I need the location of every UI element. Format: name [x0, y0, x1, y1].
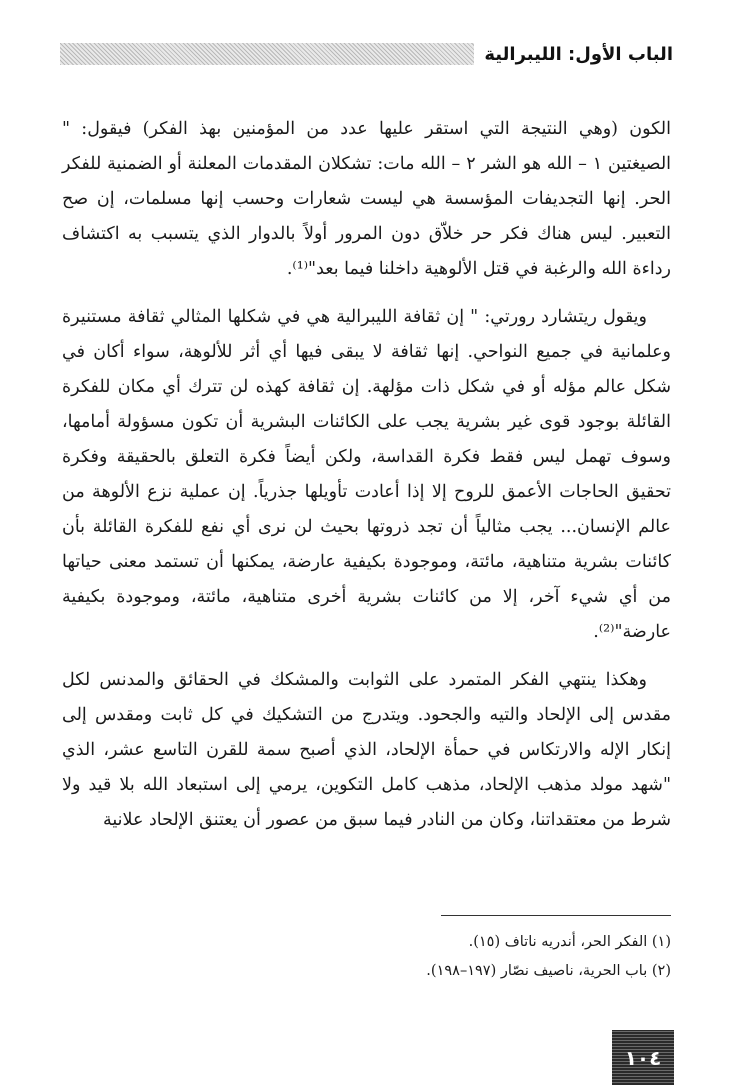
footnote-separator — [441, 915, 671, 916]
header-decorative-band — [60, 43, 474, 65]
footnotes — [62, 928, 671, 986]
main-text — [62, 112, 671, 838]
running-header — [60, 38, 673, 70]
paragraph: الكون (وهي النتيجة التي استقر عليها عدد من المؤمنين بهذ الفكر) فيقول: " الصيغتين ١ – الله هو الشر ٢ – الله مات: تشكلان المقدمات المعلنة أو الضمنية للفكر الحر. إنها التجديفات المؤسسة هي ليست شعارات وحسب إنها مسلمات، إن صح التعبير. ليس هناك فكر حر خلاّق دون المرور أولاً بالدوار الذي يتسبب به اكتشاف رداءة الله والرغبة في قتل الألوهية داخلنا فيما بعد"⁽¹⁾. — [62, 119, 672, 279]
chapter-title: الباب الأول: الليبرالية — [484, 43, 673, 65]
footnote: (٢) باب الحرية، ناصيف نصّار (١٩٧–١٩٨). — [426, 963, 671, 979]
paragraph: ويقول ريتشارد رورتي: " إن ثقافة الليبرالية هي في شكلها المثالي ثقافة مستنيرة وعلمانية في جميع النواحي. إنها ثقافة لا يبقى فيها أي أثر للألوهة، سواء أكان في شكل عالم مؤله أو في شكل ذات مؤلهة. إن ثقافة كهذه لن تترك أي مكان للفكرة القائلة بوجود قوى غير بشرية يجب على الكائنات البشرية أن تكون مسؤولة أمامها، وسوف تهمل ليس فقط فكرة القداسة، ولكن أيضاً فكرة التعلق بالحقيقة وفكرة تحقيق الحاجات الأعمق للروح إلا إذا أعادت تأويلها جذرياً. إن عملية نزع الألوهة من عالم الإنسان... يجب مثالياً أن تجد ذروتها بحيث لن نرى أي نفع للفكرة القائلة بأن كائنات بشرية متناهية، مائتة، وموجودة بكيفية عارضة، يمكنها أن تستمد معنى حياتها من أي شيء آخر، إلا من كائنات بشرية أخرى متناهية، مائتة، وموجودة بكيفية عارضة"⁽²⁾. — [62, 307, 671, 642]
page-number-box — [612, 1030, 674, 1085]
footnote: (١) الفكر الحر، أندريه ناتاف (١٥). — [468, 934, 671, 950]
paragraph: وهكذا ينتهي الفكر المتمرد على الثوابت والمشكك في الحقائق والمدنس لكل مقدس إلى الإلحاد والتيه والجحود. ويتدرج من التشكيك في كل ثابت ومقدس إلى إنكار الإله والارتكاس في حمأة الإلحاد، الذي أصبح سمة للقرن التاسع عشر، الذي "شهد مولد مذهب الإلحاد، مذهب كامل التكوين، يرمي إلى استبعاد الله بلا قيد ولا شرط من معتقداتنا، وكان من النادر فيما سبق من عصور أن يعتنق الإلحاد علانية — [62, 670, 671, 830]
page-number: ١٠٤ — [624, 1045, 662, 1070]
